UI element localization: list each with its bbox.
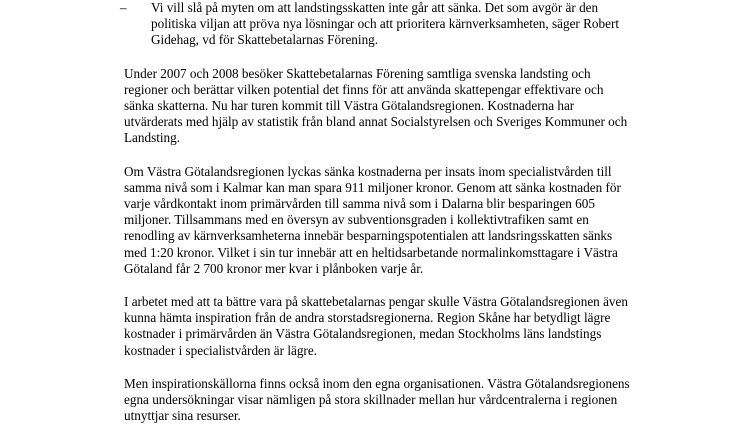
paragraph-savings	[124, 164, 724, 277]
quote-block	[120, 0, 724, 49]
paragraph-gap	[124, 359, 724, 376]
paragraph-line: Götaland får 2 700 kronor mer kvar i plånboken varje år.	[124, 260, 424, 276]
paragraph-line: I arbetet med att ta bättre vara på skattebetalarnas pengar skulle Västra Götalandsregionen även	[124, 294, 628, 310]
paragraph-line: kostnader i primärvården än Västra Götalandsregionen, medan Stockholms läns landstings	[124, 326, 602, 342]
paragraph-inspiration	[124, 294, 724, 359]
paragraph-own-organisation	[124, 376, 724, 424]
quote-line: politiska viljan att pröva nya lösningar och att prioritera kärnverksamheten, säger Robert	[151, 16, 620, 32]
paragraph-line: utnyttjar sina resurser.	[124, 408, 241, 424]
paragraph-visit	[124, 66, 724, 147]
paragraph-line: Under 2007 och 2008 besöker Skattebetalarnas Förening samtliga svenska landsting och	[124, 65, 591, 81]
quote-line: Vi vill slå på myten om att landstingsskatten inte går att sänka. Det som avgör är den	[151, 0, 599, 15]
paragraph-gap	[124, 277, 724, 294]
quote-text	[124, 0, 724, 49]
paragraph-line: miljoner. Tillsammans med en översyn av subventionsgraden i kollektivtrafiken samt en	[124, 212, 589, 228]
paragraph-line: kunna hämta inspiration från de andra storstadsregionerna. Region Skåne har betydligt lägre	[124, 310, 611, 326]
paragraph-gap	[124, 147, 724, 164]
paragraph-line: Landsting.	[124, 130, 181, 146]
paragraph-line: samma nivå som i Kalmar kan man spara 911 miljoner kronor. Genom att sänka kostnaden för	[124, 179, 621, 195]
paragraph-line: regioner och berättar vilken potential det finns för att använda skattepengar effektivare och	[124, 81, 604, 97]
paragraph-gap	[124, 49, 724, 66]
paragraph-line: Men inspirationskällorna finns också inom den egna organisationen. Västra Götalandsregionens	[124, 375, 630, 391]
quote-dash: –	[120, 0, 127, 15]
paragraph-line: egna undersökningar visar nämligen på stora skillnader mellan hur vårdcentralerna i regionen	[124, 392, 618, 408]
paragraph-line: Om Västra Götalandsregionen lyckas sänka kostnaderna per insats inom specialistvården till	[124, 163, 612, 179]
quote-line: Gidehag, vd för Skattebetalarnas Förening.	[151, 32, 379, 48]
document-page	[120, 0, 724, 424]
paragraph-line: varje vårdkontakt inom primärvården till samma nivå som i Dalarna blir besparingen 605	[124, 196, 595, 212]
paragraph-line: utvärderats med hjälp av statistik från bland annat Socialstyrelsen och Sveriges Kommuner och	[124, 114, 628, 130]
paragraph-line: sänka skatterna. Nu har turen kommit till Västra Götalandsregionen. Kostnaderna har	[124, 98, 575, 114]
paragraph-line: renodling av kärnverksamheterna innebär besparningspotentialen att landsringsskatten sänks	[124, 228, 613, 244]
paragraph-line: med 1:20 kronor. Vilket i sin tur innebär att en heltidsarbetande normalinkomsttagare i Västra	[124, 244, 618, 260]
paragraph-line: kostnader i specialistvården är lägre.	[124, 342, 317, 358]
